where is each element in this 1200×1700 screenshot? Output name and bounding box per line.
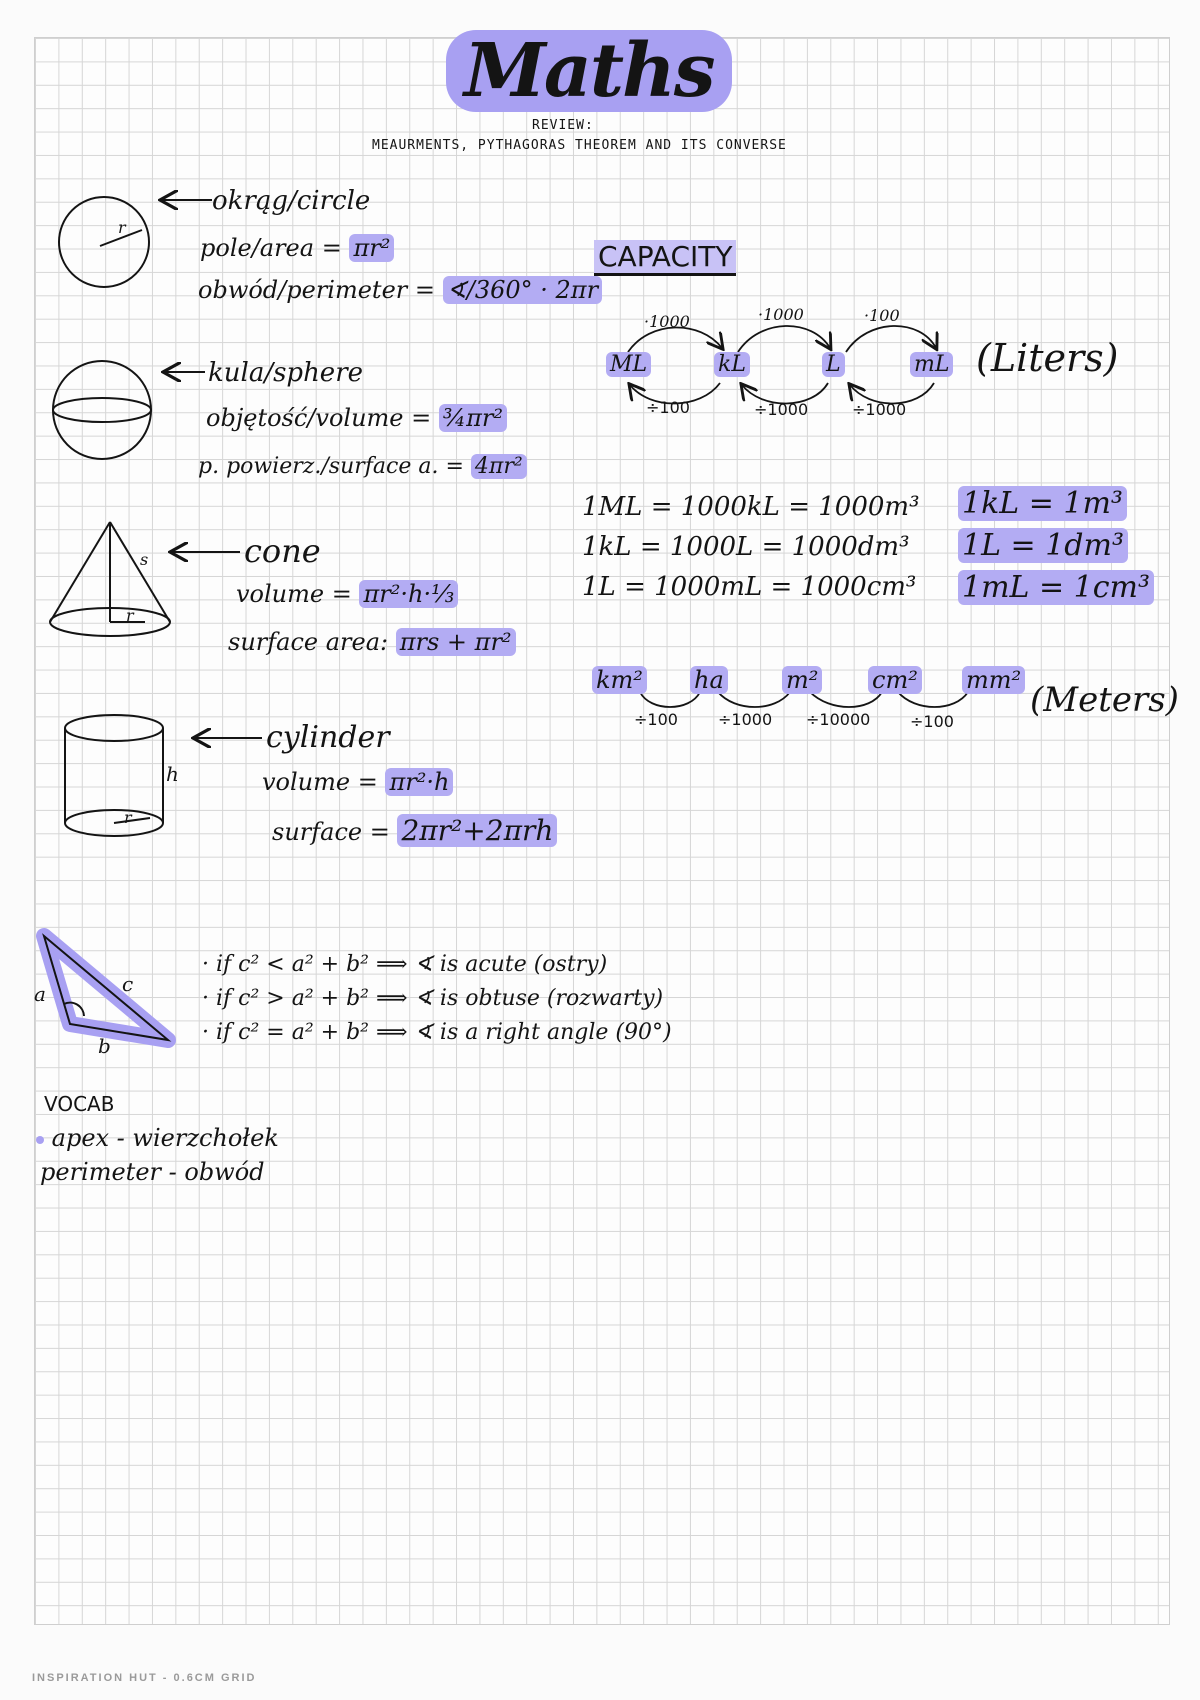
cone-label: cone: [244, 532, 321, 570]
cylinder-label: cylinder: [266, 720, 390, 755]
sphere-volume-formula: ¾πr²: [439, 404, 507, 432]
triangle-shape: [44, 936, 168, 1040]
cylinder-surface: surface = 2πr²+2πrh: [272, 814, 557, 847]
cylinder-radius-label: r: [124, 808, 132, 827]
area-unit-mm2: mm²: [962, 666, 1025, 694]
pythagoras-rule-2: · if c² > a² + b² ⟹ ∢ is obtuse (rozwarty): [202, 986, 664, 1011]
footer-credit: INSPIRATION HUT - 0.6CM GRID: [32, 1672, 257, 1684]
equivalence-3: 1mL = 1cm³: [958, 570, 1154, 605]
vocab-item-1: apex - wierzchołek: [36, 1124, 279, 1152]
area-braces: [640, 692, 968, 707]
page-title: Maths: [446, 30, 732, 112]
capacity-equation-1: 1ML = 1000kL = 1000m³: [582, 492, 920, 522]
circle-perimeter: obwód/perimeter = ∢/360° · 2πr: [198, 276, 602, 304]
circle-radius-label: r: [118, 218, 126, 237]
liters-label: (Liters): [976, 336, 1119, 380]
cylinder-shape: [65, 715, 163, 836]
pythagoras-rule-1: · if c² < a² + b² ⟹ ∢ is acute (ostry): [202, 952, 608, 977]
capacity-div-3: ÷1000: [852, 400, 907, 419]
sphere-surface: p. powierz./surface a. = 4πr²: [198, 454, 527, 479]
pythagoras-rule-3: · if c² = a² + b² ⟹ ∢ is a right angle (90°): [202, 1020, 672, 1045]
area-div-3: ÷10000: [806, 710, 871, 729]
cone-shape: [50, 522, 170, 636]
circle-perimeter-formula: ∢/360° · 2πr: [443, 276, 602, 304]
cylinder-volume: volume = πr²·h: [262, 768, 453, 796]
cone-volume: volume = πr²·h·⅓: [236, 580, 458, 608]
capacity-mult-1: ·1000: [644, 312, 690, 331]
area-unit-cm2: cm²: [868, 666, 922, 694]
vocab-heading: VOCAB: [44, 1092, 115, 1116]
sphere-shape: [53, 361, 151, 459]
triangle-label-b: b: [98, 1034, 111, 1058]
meters-label: (Meters): [1030, 680, 1179, 720]
cone-volume-formula: πr²·h·⅓: [359, 580, 458, 608]
capacity-div-1: ÷100: [646, 398, 690, 417]
triangle-label-c: c: [122, 972, 134, 996]
page-subtitle: MEAURMENTS, PYTHAGORAS THEOREM AND ITS CONVERSE: [372, 138, 787, 153]
capacity-unit-kL: kL: [714, 352, 750, 377]
capacity-heading: CAPACITY: [594, 240, 736, 276]
circle-area: pole/area = πr²: [200, 234, 394, 262]
circle-area-formula: πr²: [349, 234, 394, 262]
cone-radius-label: r: [126, 606, 134, 625]
capacity-unit-ML: ML: [606, 352, 651, 377]
circle-label: okrąg/circle: [212, 186, 371, 216]
cone-slant-label: s: [140, 550, 149, 569]
capacity-equation-3: 1L = 1000mL = 1000cm³: [582, 572, 917, 602]
review-label: REVIEW:: [532, 118, 594, 133]
cone-surface: surface area: πrs + πr²: [228, 628, 516, 656]
equivalence-1: 1kL = 1m³: [958, 486, 1127, 521]
sphere-surface-formula: 4πr²: [471, 454, 527, 479]
equivalence-2: 1L = 1dm³: [958, 528, 1128, 563]
capacity-div-2: ÷1000: [754, 400, 809, 419]
area-div-2: ÷1000: [718, 710, 773, 729]
capacity-unit-L: L: [822, 352, 845, 377]
capacity-mult-2: ·1000: [758, 305, 804, 324]
circle-shape: [59, 197, 149, 287]
cone-surface-formula: πrs + πr²: [396, 628, 516, 656]
area-div-4: ÷100: [910, 712, 954, 731]
sphere-label: kula/sphere: [208, 358, 364, 388]
sphere-volume: objętość/volume = ¾πr²: [206, 404, 507, 432]
area-unit-ha: ha: [690, 666, 728, 694]
cylinder-height-label: h: [166, 762, 179, 786]
capacity-equation-2: 1kL = 1000L = 1000dm³: [582, 532, 910, 562]
capacity-mult-3: ·100: [864, 306, 900, 325]
capacity-arrows: [628, 326, 936, 404]
area-unit-km2: km²: [592, 666, 647, 694]
cylinder-volume-formula: πr²·h: [385, 768, 453, 796]
area-unit-m2: m²: [782, 666, 822, 694]
cylinder-surface-formula: 2πr²+2πrh: [397, 814, 557, 847]
vocab-item-2: perimeter - obwód: [40, 1158, 265, 1186]
triangle-label-a: a: [34, 982, 46, 1006]
capacity-unit-mL: mL: [910, 352, 953, 377]
area-div-1: ÷100: [634, 710, 678, 729]
